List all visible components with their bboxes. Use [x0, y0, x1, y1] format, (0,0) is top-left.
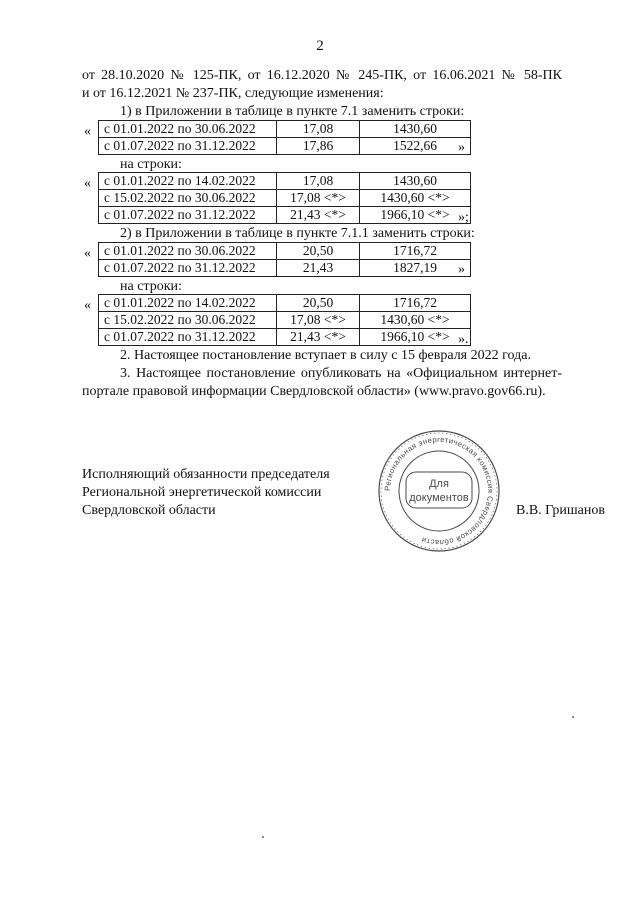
value-cell: 1716,72 — [360, 243, 471, 260]
signatory-name: В.В. Гришанов — [516, 503, 605, 518]
value-cell: 21,43 <*> — [277, 329, 360, 346]
period-cell: с 01.07.2022 по 31.12.2022 — [99, 329, 277, 346]
stamp-ring-text: Региональная энергетическая комиссия Свердловской области — [382, 434, 496, 548]
item2-old-rows-table — [98, 242, 471, 277]
intro-line-1: от 28.10.2020 № 125-ПК, от 16.12.2020 № 245-ПК, от 16.06.2021 № 58-ПК — [82, 68, 562, 83]
opening-quote: « — [84, 124, 91, 139]
point-3-line-2: портале правовой информации Свердловской области» (www.pravo.gov66.ru). — [82, 384, 546, 399]
value-cell: 17,86 — [277, 138, 360, 155]
value-cell: 1716,72 — [360, 295, 471, 312]
period-cell: с 01.01.2022 по 14.02.2022 — [99, 295, 277, 312]
item1-new-label: на строки: — [120, 157, 182, 172]
value-cell: 1430,60 — [360, 121, 471, 138]
value-cell: 20,50 — [277, 243, 360, 260]
value-cell: 21,43 — [277, 260, 360, 277]
value-cell: 1522,66 — [360, 138, 471, 155]
table-row — [99, 260, 471, 277]
table-row — [99, 295, 471, 312]
item2-new-rows-table — [98, 294, 471, 346]
item2-heading: 2) в Приложении в таблице в пункте 7.1.1 заменить строки: — [120, 226, 475, 241]
scan-speck — [572, 716, 574, 718]
intro-line-2: и от 16.12.2021 № 237-ПК, следующие изменения: — [82, 86, 384, 101]
point-3-line-1: 3. Настоящее постановление опубликовать на «Официальном интернет- — [120, 366, 562, 381]
opening-quote: « — [84, 176, 91, 191]
item1-new-rows-table — [98, 172, 471, 224]
closing-quote: » — [458, 262, 465, 277]
value-cell: 17,08 <*> — [277, 190, 360, 207]
signatory-position-line-1: Исполняющий обязанности председателя — [82, 467, 330, 482]
table-row — [99, 243, 471, 260]
value-cell: 1430,60 — [360, 173, 471, 190]
table-row — [99, 207, 471, 224]
value-cell: 17,08 <*> — [277, 312, 360, 329]
table-row — [99, 329, 471, 346]
period-cell: с 01.01.2022 по 30.06.2022 — [99, 243, 277, 260]
period-cell: с 15.02.2022 по 30.06.2022 — [99, 312, 277, 329]
item1-old-rows-table — [98, 120, 471, 155]
stamp-center-line-2: документов — [409, 492, 469, 504]
closing-quote-period: ». — [458, 332, 469, 347]
period-cell: с 15.02.2022 по 30.06.2022 — [99, 190, 277, 207]
table-row — [99, 173, 471, 190]
period-cell: с 01.01.2022 по 30.06.2022 — [99, 121, 277, 138]
table-row — [99, 121, 471, 138]
stamp-seal — [376, 428, 502, 554]
period-cell: с 01.07.2022 по 31.12.2022 — [99, 207, 277, 224]
opening-quote: « — [84, 246, 91, 261]
value-cell: 1966,10 <*> — [360, 207, 471, 224]
opening-quote: « — [84, 298, 91, 313]
signatory-position-line-2: Региональной энергетической комиссии — [82, 485, 322, 500]
value-cell: 17,08 — [277, 173, 360, 190]
table-row — [99, 190, 471, 207]
period-cell: с 01.07.2022 по 31.12.2022 — [99, 260, 277, 277]
page-number: 2 — [316, 38, 324, 54]
point-2: 2. Настоящее постановление вступает в силу с 15 февраля 2022 года. — [120, 348, 531, 363]
closing-quote-semicolon: »; — [458, 210, 469, 225]
item2-new-label: на строки: — [120, 279, 182, 294]
stamp-center-line-1: Для — [429, 478, 449, 490]
value-cell: 1430,60 <*> — [360, 190, 471, 207]
value-cell: 20,50 — [277, 295, 360, 312]
value-cell: 21,43 <*> — [277, 207, 360, 224]
table-row — [99, 312, 471, 329]
table-row — [99, 138, 471, 155]
period-cell: с 01.01.2022 по 14.02.2022 — [99, 173, 277, 190]
closing-quote: » — [458, 140, 465, 155]
svg-text:Региональная энергетическая ко — [383, 435, 495, 547]
scan-speck — [262, 836, 264, 838]
value-cell: 17,08 — [277, 121, 360, 138]
value-cell: 1827,19 — [360, 260, 471, 277]
period-cell: с 01.07.2022 по 31.12.2022 — [99, 138, 277, 155]
item1-heading: 1) в Приложении в таблице в пункте 7.1 заменить строки: — [120, 104, 465, 119]
value-cell: 1966,10 <*> — [360, 329, 471, 346]
signatory-position-line-3: Свердловской области — [82, 503, 216, 518]
value-cell: 1430,60 <*> — [360, 312, 471, 329]
